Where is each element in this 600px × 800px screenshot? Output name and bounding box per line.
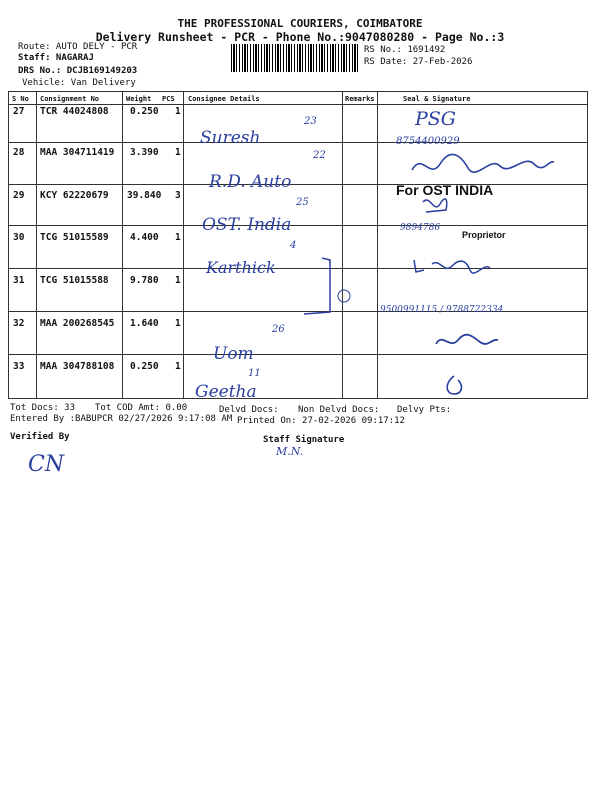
row-weight: 39.840 [127,190,162,201]
handwritten-note: 4 [290,240,297,251]
staff-signature-hand: M.N. [276,445,304,458]
verifier-signature: CN [28,452,65,477]
handwritten-note: 22 [313,150,326,161]
row-weight: 9.780 [130,275,159,286]
row-consignment: TCR 44024808 [40,106,109,117]
col-pcs: PCS [162,95,175,103]
rs-number: RS No.: 1691492 [364,45,446,55]
row-sno: 30 [13,232,25,243]
handwritten-consignee: Uom [213,344,254,364]
stamp-proprietor: Proprietor [462,230,506,240]
row-pcs: 1 [175,275,181,286]
col-consignment: Consignment No [40,95,100,103]
row-consignment: MAA 304711419 [40,147,115,158]
col-weight: Weight [126,95,152,103]
row-consignment: MAA 200268545 [40,318,115,329]
row-sno: 33 [13,361,25,372]
row-sno: 28 [13,147,25,158]
row-pcs: 1 [175,147,181,158]
total-cod: Tot COD Amt: 0.00 [95,403,188,413]
handwritten-phone: 8754400929 [396,136,460,147]
staff-signature-label: Staff Signature [263,435,345,445]
row-weight: 3.390 [130,147,159,158]
col-seal: Seal & Signature [403,95,471,103]
handwritten-consignee: Suresh [200,128,261,148]
row-weight: 0.250 [130,106,159,117]
row-consignment: TCG 51015589 [40,232,109,243]
handwritten-note: 23 [304,116,317,127]
handwritten-consignee: Geetha [195,382,257,402]
handwritten-consignee: Karthick [206,258,276,277]
row-consignment: TCG 51015588 [40,275,109,286]
row-pcs: 1 [175,106,181,117]
handwritten-phone: 9500991115 / 9788722334 [380,305,504,315]
company-stamp: For OST INDIA [396,182,494,198]
handwritten-note: 26 [272,324,285,335]
col-consignee: Consignee Details [188,95,260,103]
row-pcs: 3 [175,190,181,201]
entered-by: Entered By :BABUPCR 02/27/2026 9:17:08 AM [10,414,233,424]
signature-scribble [432,330,502,352]
row-weight: 0.250 [130,361,159,372]
row-consignment: MAA 304788108 [40,361,115,372]
verified-by-label: Verified By [10,432,70,442]
col-remarks: Remarks [345,95,375,103]
total-docs: Tot Docs: 33 [10,403,76,413]
handwritten-consignee: OST. India [202,215,292,235]
row-pcs: 1 [175,361,181,372]
handwritten-consignee: R.D. Auto [209,172,292,192]
handwritten-note: 25 [296,197,309,208]
runsheet-subtitle: Delivery Runsheet - PCR - Phone No.:9047080280 - Page No.:3 [95,30,505,44]
row-sno: 32 [13,318,25,329]
signature-mark: PSG [415,108,456,130]
row-weight: 1.640 [130,318,159,329]
handwritten-bracket [300,256,360,326]
handwritten-phone: 9894786 [400,223,441,233]
rs-date: RS Date: 27-Feb-2026 [364,57,473,67]
drs-label: DRS No.: DCJB169149203 [18,66,138,76]
row-pcs: 1 [175,232,181,243]
row-consignment: KCY 62220679 [40,190,109,201]
row-sno: 27 [13,106,25,117]
signature-scribble [410,256,500,280]
col-sno: S No [12,95,29,103]
row-sno: 31 [13,275,25,286]
printed-on: Printed On: 27-02-2026 09:17:12 [237,416,405,426]
signature-scribble [408,150,558,182]
barcode [231,44,359,72]
delivery-points: Delvy Pts: [397,405,452,415]
staff-label: Staff: NAGARAJ [18,53,94,63]
non-delivered-docs: Non Delvd Docs: [298,405,380,415]
delivered-docs: Delvd Docs: [219,405,279,415]
row-pcs: 1 [175,318,181,329]
vehicle-label: Vehicle: Van Delivery [22,78,136,88]
row-sno: 29 [13,190,25,201]
signature-initials [420,196,450,218]
row-weight: 4.400 [130,232,159,243]
route-label: Route: AUTO DELY - PCR [18,42,138,52]
signature-scribble [440,374,470,398]
company-title: THE PROFESSIONAL COURIERS, COIMBATORE [177,17,423,30]
handwritten-note: 11 [248,368,261,379]
